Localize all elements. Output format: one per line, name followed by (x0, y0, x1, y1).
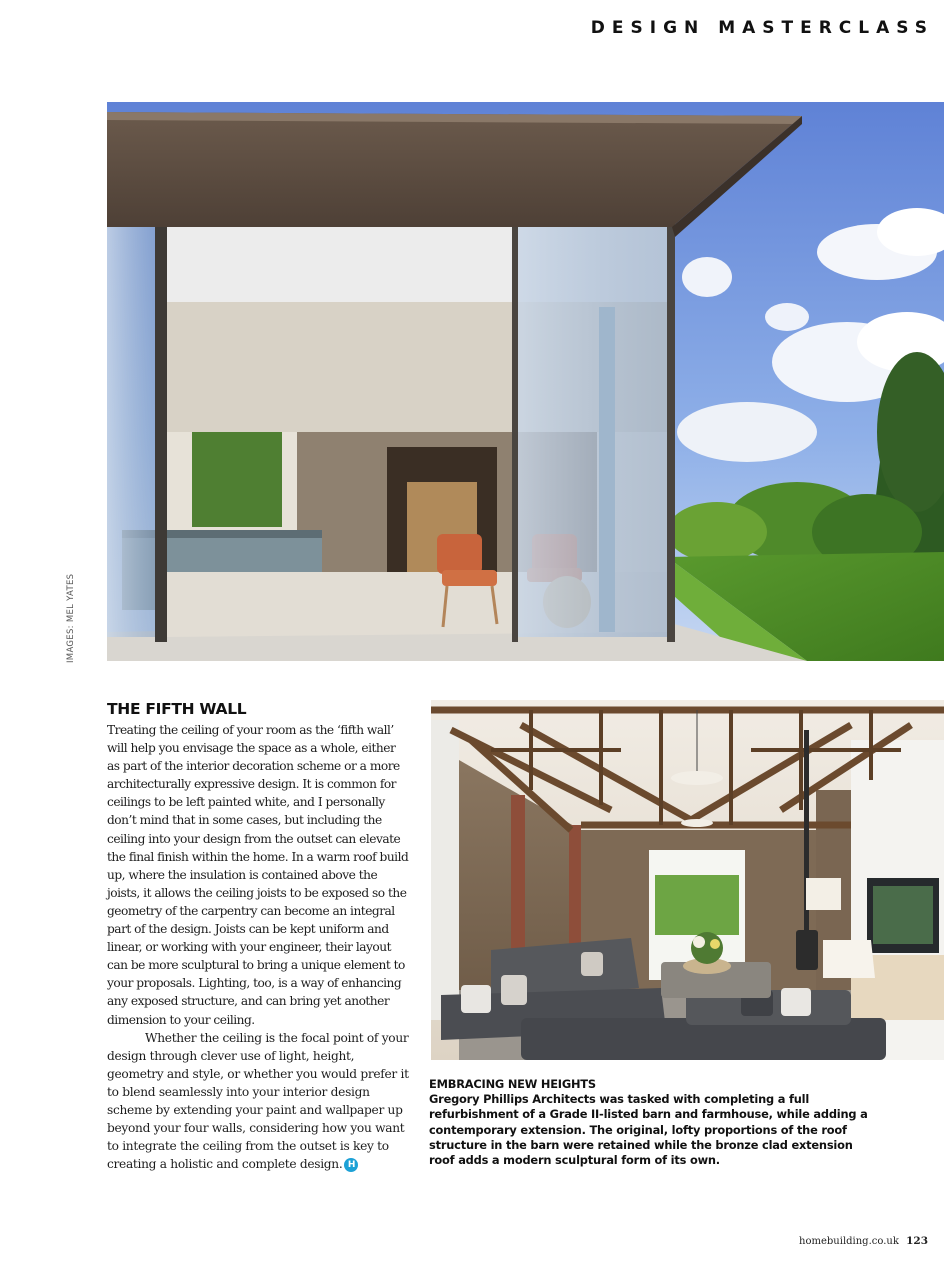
image-credit: IMAGES: MEL YATES (66, 573, 76, 663)
article-paragraph-2-text: Whether the ceiling is the focal point of your design through clever use of light, height, geometry and style, or whether you would prefer it to blend seamlessly into your interior design scheme by extending your paint and wallpaper up beyond your four walls, considering how you want to integrate the ceiling from the outset is key to creating a holistic and complete design. (107, 1030, 409, 1172)
page-footer (799, 1235, 928, 1247)
hero-photo-illustration (107, 102, 944, 661)
end-mark-icon: H (344, 1158, 358, 1172)
caption-title: EMBRACING NEW HEIGHTS (429, 1077, 596, 1091)
article (107, 700, 409, 1173)
barn-photo-illustration (431, 700, 944, 1060)
footer-site[interactable]: homebuilding.co.uk (799, 1236, 899, 1247)
page-number: 123 (906, 1235, 928, 1247)
photo-caption (429, 1077, 869, 1168)
article-paragraph-1: Treating the ceiling of your room as the ‘fifth wall’ will help you envisage the space as a whole, either as part of the interior decoration scheme or a more architecturally expressive design. It is common for ceilings to be left painted white, and I personally don’t mind that in some cases, but including the ceiling into your design from the outset can elevate the final finish within the home. In a warm roof build up, where the insulation is contained above the joists, it allows the ceiling joists to be exposed so the geometry of the carpentry can become an integral part of the design. Joists can be kept uniform and linear, or working with your engineer, their layout can be more sculptural to bring a unique element to your proposals. Lighting, too, is a way of enhancing any exposed structure, and can bring yet another dimension to your ceiling. (107, 723, 409, 1027)
hero-photo (107, 102, 944, 661)
article-title: THE FIFTH WALL (107, 700, 247, 718)
caption-body: Gregory Phillips Architects was tasked with completing a full refurbishment of a Grade II-listed barn and farmhouse, while adding a contemporary extension. The original, lofty proportions of the roof structure in the barn were retained while the bronze clad extension roof adds a modern sculptural form of its own. (429, 1092, 868, 1168)
section-header: DESIGN MASTERCLASS (590, 18, 934, 38)
article-paragraph-2 (107, 1029, 409, 1174)
barn-photo (431, 700, 944, 1060)
